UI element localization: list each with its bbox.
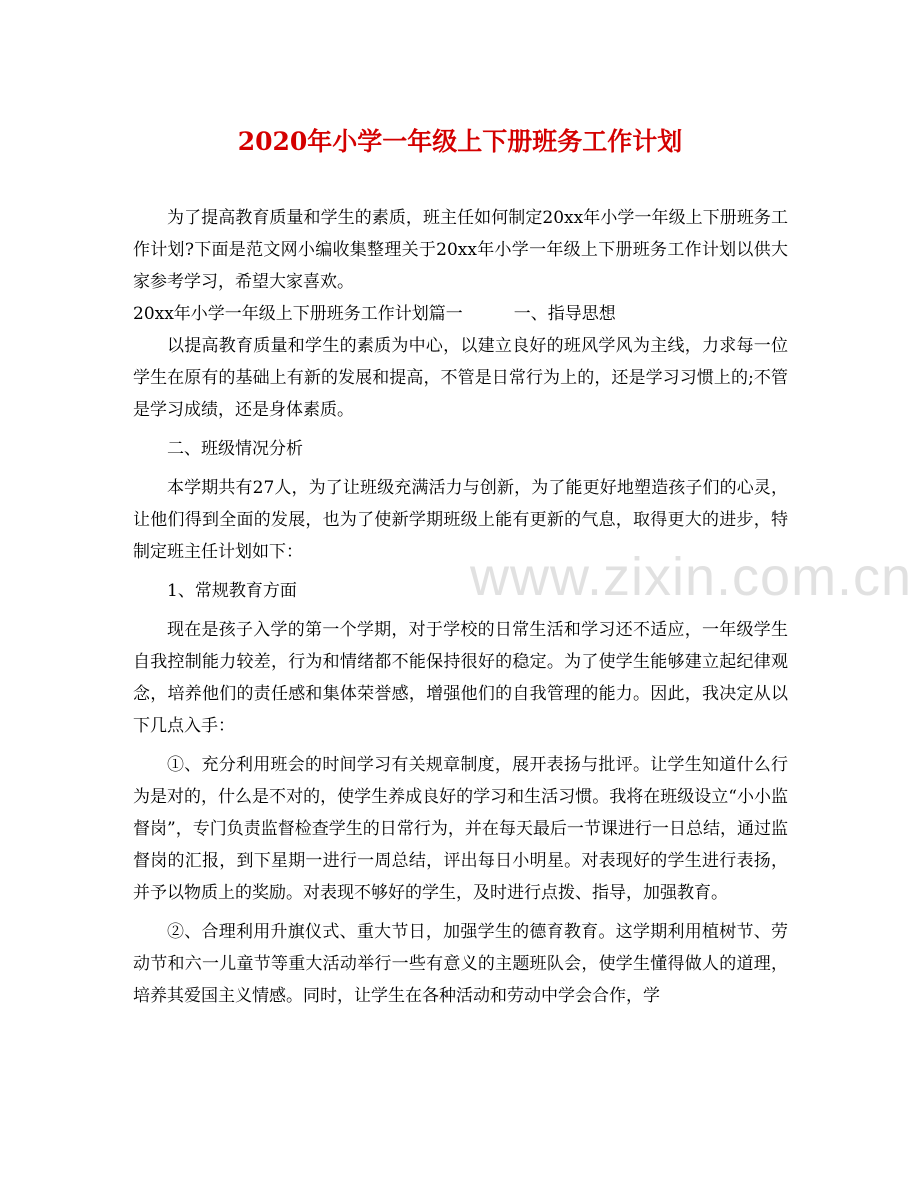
guiding-thought-paragraph: 以提高教育质量和学生的素质为中心，以建立良好的班风学风为主线，力求每一位学生在原有的基础上有新的发展和提高，不管是日常行为上的，还是学习习惯上的;不管是学习成绩，还是身体素质。 [133, 336, 788, 420]
section-heading-line: 20xx年小学一年级上下册班务工作计划篇一 一、指导思想 [133, 304, 616, 324]
watermark-text: www.zixin.com.cn [470, 547, 913, 607]
routine-education-paragraph: 现在是孩子入学的第一个学期，对于学校的日常生活和学习还不适应，一年级学生自我控制能力较差，行为和情绪都不能保持很好的稳定。为了使学生能够建立起纪律观念，培养他们的责任感和集体荣誉感，增强他们的自我管理的能力。因此，我决定从以下几点入手： [133, 620, 788, 736]
routine-education-heading: 1、常规教育方面 [167, 581, 297, 601]
item-one-paragraph: ①、充分利用班会的时间学习有关规章制度，展开表扬与批评。让学生知道什么行为是对的，什么是不对的，使学生养成良好的学习和生活习惯。我将在班级设立“小小监督岗”，专门负责监督检查学生的日常行为，并在每天最后一节课进行一日总结，通过监督岗的汇报，到下星期一进行一周总结，评出每日小明星。对表现好的学生进行表扬，并予以物质上的奖励。对表现不够好的学生，及时进行点拨、指导，加强教育。 [133, 755, 788, 903]
item-two-paragraph: ②、合理利用升旗仪式、重大节日，加强学生的德育教育。这学期利用植树节、劳动节和六一儿童节等重大活动举行一些有意义的主题班队会，使学生懂得做人的道理，培养其爱国主义情感。同时，让学生在各种活动和劳动中学会合作，学 [133, 922, 788, 1006]
document-title: 2020年小学一年级上下册班务工作计划 [237, 127, 683, 156]
class-analysis-paragraph: 本学期共有27人，为了让班级充满活力与创新，为了能更好地塑造孩子们的心灵，让他们得到全面的发展，也为了使新学期班级上能有更新的气息，取得更大的进步，特制定班主任计划如下： [133, 478, 788, 562]
document-body [133, 202, 788, 1012]
class-analysis-heading: 二、班级情况分析 [167, 439, 303, 459]
intro-paragraph: 为了提高教育质量和学生的素质，班主任如何制定20xx年小学一年级上下册班务工作计划?下面是范文网小编收集整理关于20xx年小学一年级上下册班务工作计划以供大家参考学习，希望大家喜欢。 [133, 208, 788, 292]
